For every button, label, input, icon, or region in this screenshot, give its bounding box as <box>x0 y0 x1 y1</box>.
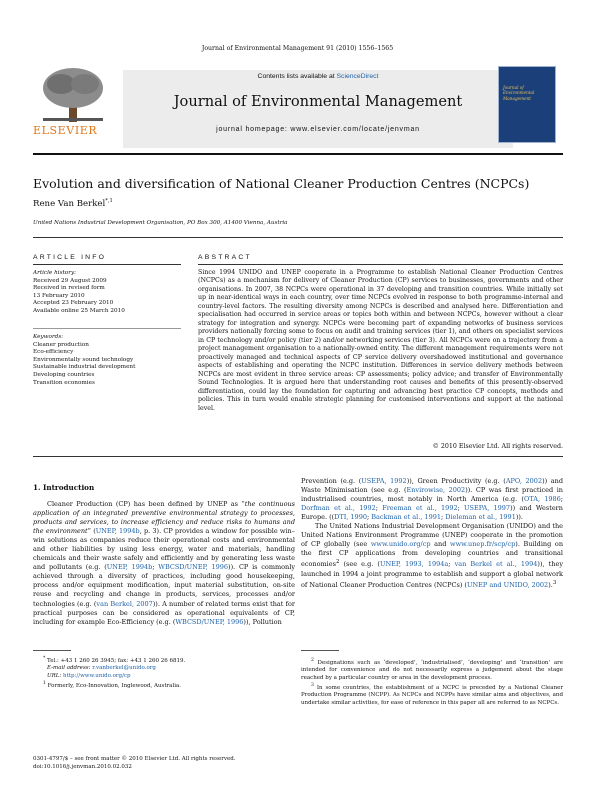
citation-link[interactable]: van Berkel et al., 1994 <box>454 560 538 569</box>
page-footer <box>33 755 333 771</box>
text-run: )). CP was first practiced in industrialised countries, most notably in North America (e.g. ( <box>301 486 563 504</box>
footnote-rule <box>301 650 339 651</box>
footnote-ref[interactable]: 3 <box>552 579 557 586</box>
keyword-item: Sustainable industrial development <box>33 364 136 371</box>
url-line <box>33 673 295 680</box>
abstract-heading: ABSTRACT <box>198 254 252 261</box>
citation-link[interactable]: UNEP and UNIDO, 2002 <box>466 580 549 589</box>
text-run: )), Green Productivity (e.g. ( <box>406 477 506 485</box>
footnote-mark: 3 <box>311 683 314 689</box>
body-column-right <box>301 477 563 590</box>
text-run: (see e.g. ( <box>339 560 380 569</box>
citation-link[interactable]: Dieleman et al., 1991 <box>445 513 516 522</box>
text-run: , p. 3). CP provides a window for possible win–win solutions as companies reduce their operational costs and environmental and other liabilities by using less energy, water and materials, handling chemicals and their waste safely and efficiently and by generating less waste and pollutants (e.g. ( <box>33 527 295 572</box>
contact-text: Tel.: +43 1 260 26 3945; fax: +43 1 260 26 6819. <box>47 657 186 664</box>
text-run: ; <box>375 504 383 513</box>
body-column-left <box>33 500 295 627</box>
footnote-mark: 1 <box>43 681 46 687</box>
citation-link[interactable]: APO, 2002 <box>505 477 543 485</box>
history-item: 13 February 2010 <box>33 292 85 299</box>
citation-link[interactable]: UNEP, 1994b <box>95 527 140 536</box>
intro-paragraph <box>301 522 563 590</box>
author-line <box>33 198 113 209</box>
citation-link[interactable]: www.unido.org/cp <box>370 540 431 549</box>
footnote-text: Designations such as ‘developed’, ‘industrialised’, ‘developing’ and ‘transition’ are intended for convenience and do not necessarily express a judgement about the stage reached by a particular country or area in the development process. <box>301 659 563 681</box>
intro-paragraph-continued <box>301 477 563 522</box>
footnote-text: Formerly, Eco-Innovation, Inglewood, Australia. <box>47 682 181 689</box>
footnotes-left <box>33 655 295 690</box>
history-label: Article history: <box>33 270 77 276</box>
author-name[interactable]: Rene Van Berkel <box>33 198 106 209</box>
abstract-text: Since 1994 UNIDO and UNEP cooperate in a Programme to establish National Cleaner Production Centres (NCPCs) as a mechanism for delivery of Cleaner Production (CP) services to businesses, governments and other organisations. In 2007, 38 NCPCs were operational in 37 developing and transition countries. While initially set up in near-identical ways in each country, over time NCPCs evolved in response to both programme-internal and country-level factors. The resulting diversity among NCPCs is described and analysed here. Differentiation and specialisation had occurred in service areas or topics both within and between NCPCs, however without a clear strategy for integration and synergy. NCPCs were becoming part of expanding networks of business services providers nationally forcing some to focus on audit and training services (tier 1), and others on specialist services in CP technology and/or policy (tier 2) and/or networking services (tier 3). All NCPCs were on a trajectory from a project management organisation to a nationally-owned entity. The different management requirements were not proactively managed and technical aspects of CP service delivery overshadowed institutional and governance aspects of establishing and operating the NCPC institution. Differences in service delivery methods between NCPCs are most evident in three service areas: CP assessments; policy advice; and transfer of Environmentally Sound Technologies. It is argued here that understanding root causes and benefits of this presently-observed differentiation, could lay the foundation for capturing and advancing best practice CP concepts, methods and policies. This in turn would enable strategic planning for customised interventions and support at the national level. <box>198 269 563 412</box>
text-run: )). CP is commonly achieved through a diversity of practices, including good housekeeping, process and/or equipment modification, input material substitution, on-site reuse and recycling and change in products, services, processes and/or technologies (e.g. ( <box>33 563 295 608</box>
citation-link[interactable]: WBCSD/UNEP, 1996 <box>175 617 244 626</box>
text-run: ; <box>440 513 446 522</box>
footnote-text: In some countries, the establishment of a NCPC is preceded by a National Cleaner Production Programme (NCPP). As NCPCs and NCPPs have similar aims and objectives, and undertake similar activities, for ease of reference in this paper all are referred to as NCPCs. <box>301 684 564 706</box>
text-run: ; <box>366 513 372 522</box>
citation-link[interactable]: WBCSD/UNEP, 1996 <box>158 563 229 572</box>
article-history <box>33 270 181 316</box>
quoted-definition: the continuous application of an integrated preventive environmental strategy to processes, products and services, to increase efficiency and reduce risks to humans and the environment <box>33 500 296 536</box>
keyword-item: Developing countries <box>33 371 95 378</box>
citation-link[interactable]: Freeman et al., 1992 <box>382 504 458 513</box>
text-run: ; <box>457 504 465 513</box>
text-run: ). Building on the first CP applications from developing countries and transitional economies <box>301 540 564 569</box>
text-run: Prevention (e.g. ( <box>301 477 362 485</box>
history-item: Accepted 23 February 2010 <box>33 300 114 307</box>
article-info-rule <box>33 264 181 265</box>
publisher-name: ELSEVIER <box>33 124 98 137</box>
abstract-end-rule <box>33 456 563 457</box>
footnote-2 <box>301 657 563 682</box>
article-title: Evolution and diversification of National Cleaner Production Centres (NCPCs) <box>33 176 530 191</box>
section-heading-introduction: 1. Introduction <box>33 483 95 492</box>
citation-link[interactable]: OTA, 1986 <box>523 495 561 504</box>
text-run: ; <box>448 560 455 569</box>
cover-text: Journal of Environmental Management <box>503 85 535 101</box>
footnotes-right <box>301 657 563 707</box>
text-run: ; <box>560 495 563 504</box>
history-item: Available online 25 March 2010 <box>33 307 125 314</box>
footnote-1 <box>33 680 295 690</box>
email-line <box>33 665 295 672</box>
citation-link[interactable]: UNEP, 1994b <box>106 563 153 572</box>
text-run: ; <box>152 563 159 572</box>
affiliation: United Nations Industrial Development Organisation, PO Box 300, A1400 Vienna, Austria <box>33 220 288 226</box>
running-head: Journal of Environmental Management 91 (2010) 1556–1565 <box>201 45 394 52</box>
author-marks[interactable]: *,1 <box>105 198 113 204</box>
history-item: Received 29 August 2009 <box>33 277 107 284</box>
citation-link[interactable]: van Berkel, 2007 <box>96 599 153 608</box>
header-rule <box>33 153 563 155</box>
citation-link[interactable]: USEPA, 1992 <box>361 477 407 485</box>
keyword-item: Environmentally sound technology <box>33 356 134 363</box>
text-run: )), they launched in 1994 a joint programme to establish and support a global network of National Cleaner Production Centres (NCPCs) ( <box>301 560 563 589</box>
footnote-ref[interactable]: 2 <box>335 559 340 566</box>
keyword-item: Cleaner production <box>33 341 89 348</box>
text-run: Cleaner Production (CP) has been defined by UNEP as “ <box>47 500 245 508</box>
keyword-item: Eco-efficiency <box>33 349 74 356</box>
text-run: The United Nations Industrial Development Organisation (UNIDO) and the United Nations Environment Programme (UNEP) cooperate in the promotion of CP globally (see <box>301 522 563 549</box>
text-run: ). <box>548 580 553 589</box>
citation-link[interactable]: www.unep.fr/scp/cp <box>450 540 516 549</box>
journal-cover-image <box>498 66 556 143</box>
email-link[interactable]: r.vanberkel@unido.org <box>92 665 156 672</box>
citation-link[interactable]: Envirowise, 2002 <box>406 486 466 495</box>
citation-link[interactable]: Backman et al., 1991 <box>371 513 441 522</box>
contents-line <box>123 73 513 80</box>
text-run: )) and Waste Minimisation (see e.g. ( <box>301 477 563 495</box>
email-label: E-mail address: <box>47 665 93 672</box>
keyword-item: Transition economies <box>33 379 95 386</box>
sciencedirect-link[interactable]: ScienceDirect <box>336 73 379 80</box>
abstract-rule <box>198 264 563 265</box>
issn-line: 0301-4797/$ – see front matter © 2010 Elsevier Ltd. All rights reserved. <box>33 756 236 762</box>
journal-title: Journal of Environmental Management <box>173 93 463 110</box>
text-run: )) and Western Europe. (( <box>301 504 563 522</box>
citation-link[interactable]: DTI, 1990 <box>334 513 367 522</box>
url-link[interactable]: http://www.unido.org/cp <box>63 672 131 679</box>
article-info-heading: ARTICLE INFO <box>33 254 107 261</box>
footnote-mark: * <box>43 656 46 661</box>
intro-paragraph <box>33 500 295 627</box>
text-run: )), Pollution <box>243 617 282 626</box>
citation-link[interactable]: Dorfman et al., 1992 <box>301 504 376 513</box>
citation-link[interactable]: UNEP, 1993, 1994a <box>379 560 449 569</box>
footnote-3 <box>301 682 563 707</box>
url-label: URL: <box>47 672 64 679</box>
history-item: Received in revised form <box>33 285 105 292</box>
corresponding-author-note <box>33 655 295 665</box>
affiliation-rule <box>33 237 563 238</box>
journal-homepage[interactable]: journal homepage: www.elsevier.com/locate/jenvman <box>216 126 420 133</box>
journal-header <box>33 60 563 148</box>
keywords-rule <box>33 328 181 329</box>
text-run: )). A number of related terms exist that for practical purposes can be considered as operational equivalents of CP, including for example Eco-Efficiency (e.g. ( <box>33 599 295 626</box>
abstract-copyright: © 2010 Elsevier Ltd. All rights reserved. <box>432 443 563 450</box>
contents-prefix: Contents lists available at <box>257 73 337 80</box>
doi-line[interactable]: doi:10.1016/j.jenvman.2010.02.032 <box>33 764 132 770</box>
text-run: and <box>430 540 451 549</box>
text-run: ” ( <box>87 527 96 536</box>
citation-link[interactable]: USEPA, 1997 <box>464 504 511 513</box>
footnote-mark: 2 <box>311 658 314 663</box>
keywords <box>33 334 181 387</box>
text-run: )). <box>515 513 523 522</box>
keywords-label: Keywords: <box>33 334 64 340</box>
footnote-rule <box>33 650 71 651</box>
